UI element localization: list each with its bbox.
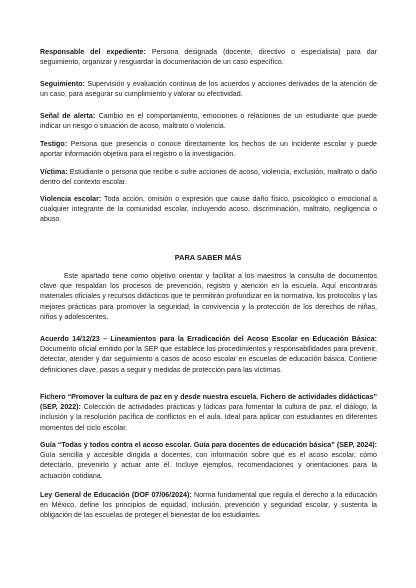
glossary-definition: Toda acción, omisión o expresión que cause daño físico, psicológico o emocional a cualquier integrante de la comunidad escolar, incluyendo acoso, discriminación, maltrato, negligencia o abuso.	[40, 195, 378, 224]
glossary-definition: Estudiante o persona que recibe o sufre acciones de acoso, violencia, exclusión, maltrato o daño dentro del contexto escolar.	[40, 168, 377, 187]
glossary-definition: Persona designada (docente, directivo o especialista) para dar seguimiento, organizar y resguardar la documentación de un caso específico.	[40, 48, 378, 67]
glossary-term: Testigo:	[40, 140, 68, 148]
section-heading: PARA SABER MÁS	[174, 253, 242, 262]
reference-description: Norma fundamental que regula el derecho a la educación en México, define los principios de equidad, inclusión, prevención y seguridad escolar, y sustenta la obligación de las escuelas de proteger el bienestar de los estudiantes.	[40, 491, 377, 520]
reference-guia	[40, 440, 377, 481]
glossary-term: Seguimiento:	[40, 80, 85, 88]
reference-description: Documento oficial emitido por la SEP que establece los procedimientos y responsabilidades para prevenir, detectar, atender y dar seguimiento a casos de acoso escolar en escuelas de educación básica. Contiene definiciones clave, pasos a seguir y medidas de protección para las víctimas.	[40, 345, 377, 374]
glossary-entry-violencia-escolar	[40, 194, 377, 225]
glossary-definition: Cambio en el comportamiento, emociones o relaciones de un estudiante que puede indicar un riesgo o situación de acoso, maltrato o violencia.	[40, 112, 377, 131]
reference-fichero	[40, 392, 377, 433]
intro-paragraph: Este apartado tiene como objetivo orientar y facilitar a los maestros la consulta de documentos clave que respaldan los procesos de prevención, registro y atención en la escuela. Aquí encontrarás materiales oficiales y recursos didácticos que te permitirán profundizar en la normativa, los protocolos y las mejores prácticas para promover la seguridad, la convivencia y la protección de los derechos de niñas, niños y adolescentes.	[40, 272, 377, 321]
glossary-term: Señal de alerta:	[40, 112, 96, 120]
reference-title: Fichero “Promover la cultura de paz en y desde nuestra escuela. Fichero de actividades didácticas” (SEP, 2022):	[40, 393, 377, 412]
reference-ley-general	[40, 490, 377, 521]
reference-description: Colección de actividades prácticas y lúdicas para fomentar la cultura de paz, el diálogo, la inclusión y la resolución pacífica de conflictos en el aula. Ideal para aplicar con estudiantes en diferentes momentos del ciclo escolar.	[40, 403, 377, 432]
glossary-definition: Supervisión y evaluación continua de los acuerdos y acciones derivados de la atención de un caso, para asegurar su cumplimiento y valorar su efectividad.	[40, 80, 377, 99]
glossary-entry-seguimiento	[40, 79, 377, 99]
glossary-term: Responsable del expediente:	[40, 48, 146, 56]
reference-title: Acuerdo 14/12/23 – Lineamientos para la Erradicación del Acoso Escolar en Educación Básica:	[40, 335, 377, 343]
glossary-entry-senal-alerta	[40, 111, 377, 131]
reference-acuerdo	[40, 334, 377, 375]
glossary-entry-victima	[40, 167, 377, 187]
reference-title: Ley General de Educación (DOF 07/06/2024):	[40, 491, 192, 499]
glossary-entry-responsable	[40, 47, 377, 67]
glossary-entry-testigo	[40, 139, 377, 159]
glossary-definition: Persona que presencia o conoce directamente los hechos de un incidente escolar y puede aportar información objetiva para el registro o la investigación.	[40, 140, 377, 159]
reference-title: Guía “Todas y todos contra el acoso escolar. Guía para docentes de educación básica” (SEP, 2024):	[40, 441, 377, 449]
glossary-term: Violencia escolar:	[40, 195, 102, 203]
reference-description: Guía sencilla y accesible dirigida a docentes, con información sobre qué es el acoso escolar, cómo detectarlo, prevenirlo y actuar ante él. Incluye ejemplos, recomendaciones y orientaciones para la actuación cotidiana.	[40, 451, 377, 480]
glossary-term: Víctima:	[40, 168, 68, 176]
